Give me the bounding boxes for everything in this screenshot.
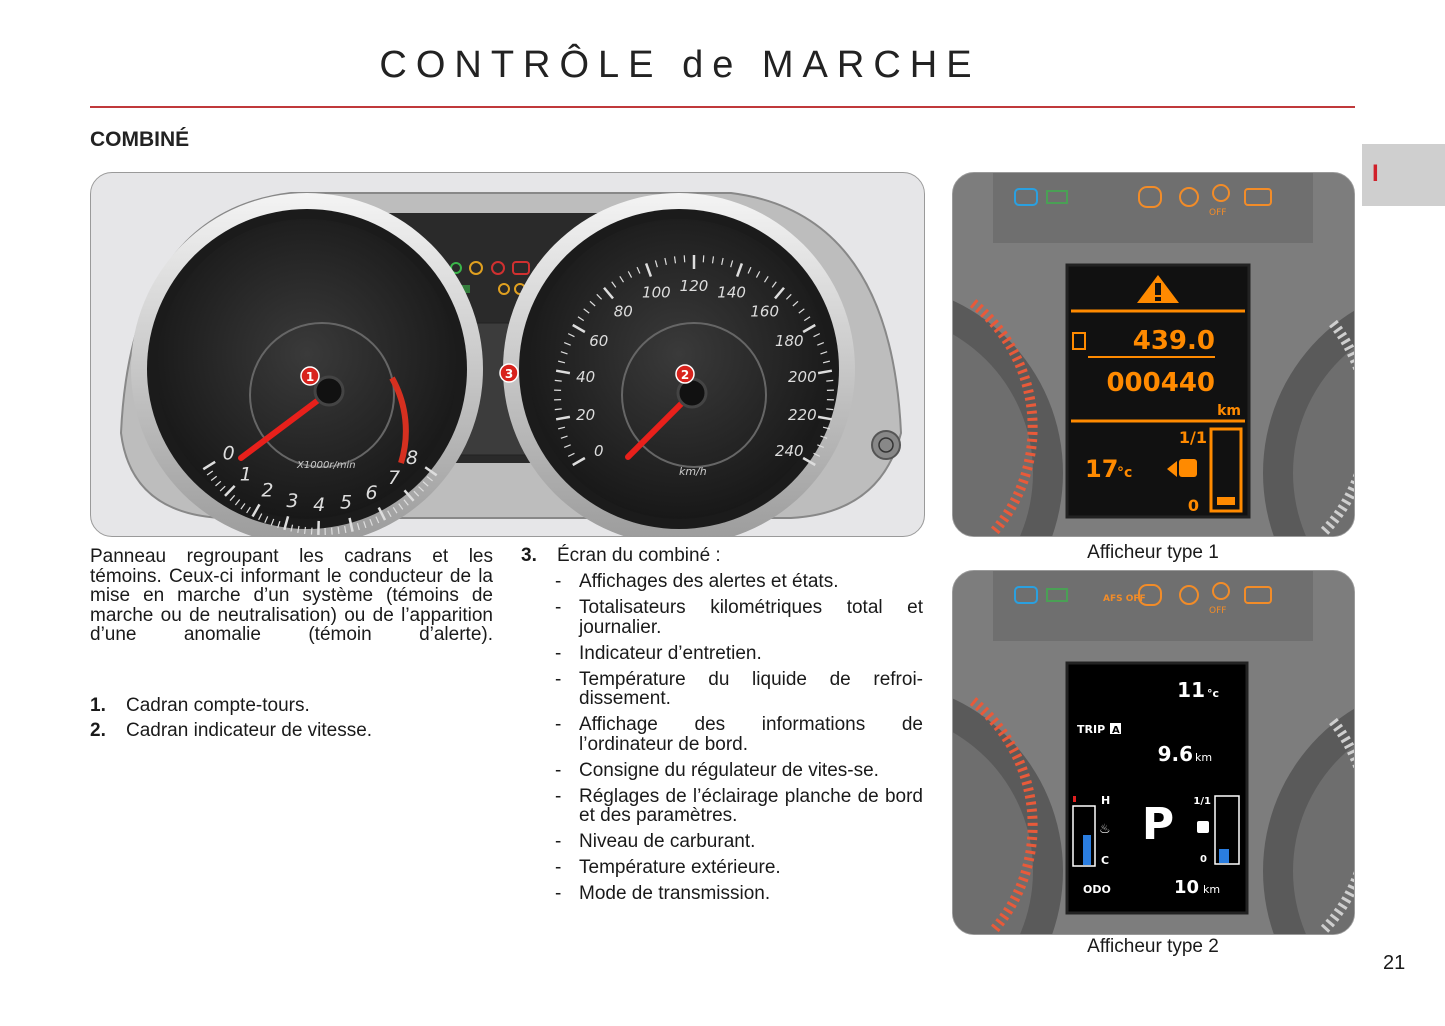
gauge-tick-label: 60 [589, 332, 609, 350]
fuel-door-icon [1179, 459, 1197, 477]
gauge-tick-label: 5 [339, 491, 353, 514]
item-3-heading: 3. Écran du combiné : [521, 545, 721, 566]
trip-letter: A [1112, 725, 1120, 736]
gauge-tick-label: 220 [788, 406, 817, 425]
odo-unit: km [1203, 883, 1221, 896]
display-type-2-photo [952, 570, 1355, 935]
coolant-hot-label: H [1101, 794, 1111, 807]
odometer-value: 000440 [1106, 368, 1215, 398]
svg-text:OFF: OFF [1209, 606, 1227, 616]
gauge-tick-label: 8 [406, 447, 419, 470]
item-3-subitems [555, 572, 923, 910]
svg-text:2: 2 [680, 368, 690, 382]
fuel-gauge-fill [1217, 497, 1235, 505]
gauge-tick [338, 527, 339, 534]
subitem: - Température du liquide de refroi-dissement. [555, 670, 923, 709]
gauge-tick-label: 0 [222, 442, 235, 465]
subitem: - Totalisateurs kilométriques total et journalier. [555, 598, 923, 637]
fuel-full-label: 1/1 [1178, 428, 1207, 447]
callout-3 [500, 364, 518, 382]
lcd-screen-2 [1067, 663, 1247, 913]
gauge-tick-label: 1 [239, 463, 252, 486]
gauge-tick-label: 200 [788, 367, 817, 386]
gauge-tick [826, 380, 833, 381]
subitem: - Affichages des alertes et états. [555, 572, 923, 592]
gauge-tick-label: 100 [642, 283, 671, 302]
chapter-tab [1362, 144, 1445, 206]
tachometer-unit: X1000r/min [297, 460, 356, 471]
trip-reset-knob [872, 431, 900, 459]
gauge-tick-label: 140 [717, 283, 746, 302]
subitem: - Mode de transmission. [555, 884, 923, 904]
outside-temp-unit: °c [1117, 465, 1133, 481]
outside-temp-unit: °c [1207, 687, 1220, 700]
cluster-illustration [90, 172, 925, 537]
gauge-tick-label: 180 [774, 332, 804, 350]
intro-paragraph: Panneau regroupant les cadrans et les témoins. Ceux-ci informant le conducteur de la mise en marche d’un système (témoins de marche ou de neutralisation) ou de l’apparition d’une anomalie (témoin d’alerte). [90, 546, 493, 645]
callout-1 [301, 367, 319, 385]
subitem: - Niveau de carburant. [555, 832, 923, 852]
gauge-tick-label: 4 [313, 493, 326, 516]
gauge-tick-label: 160 [750, 302, 780, 321]
gauge-tick-label: 20 [576, 406, 596, 425]
display-type-1-caption: Afficheur type 1 [1087, 542, 1219, 563]
page-number: 21 [1383, 952, 1406, 974]
display-type-2-caption: Afficheur type 2 [1087, 936, 1219, 957]
gauge-tick-label: 2 [261, 479, 274, 502]
svg-text:3: 3 [504, 367, 514, 381]
fuel-empty-label: 0 [1187, 496, 1199, 515]
title-rule [90, 106, 1355, 108]
subitem: - Consigne du régulateur de vites-se. [555, 761, 923, 781]
gear-indicator: P [1141, 799, 1175, 850]
display-type-1-photo [952, 172, 1355, 537]
subitem: - Réglages de l’éclairage planche de bord et des paramètres. [555, 787, 923, 826]
gauge-tick [555, 380, 562, 381]
outside-temp-value: 11 [1177, 678, 1205, 702]
list-item: 1. Cadran compte-tours. [90, 695, 310, 716]
coolant-icon: ♨ [1099, 822, 1111, 837]
outside-temp-value: 17 [1085, 455, 1119, 483]
fuel-pump-icon [1197, 821, 1209, 833]
fuel-full-label: 1/1 [1193, 796, 1211, 807]
section-heading: COMBINÉ [90, 128, 190, 151]
fuel-gauge-fill [1219, 849, 1229, 863]
trip-value: 9.6 [1157, 742, 1193, 766]
afs-off-label: AFS OFF [1103, 594, 1146, 604]
subitem: - Affichage des informations de l’ordinateur de bord. [555, 715, 923, 754]
svg-text:OFF: OFF [1209, 208, 1227, 218]
gauge-tick [311, 528, 312, 535]
gauge-tick-label: 240 [774, 442, 804, 460]
list-item: 2. Cadran indicateur de vitesse. [90, 719, 373, 741]
trip-unit: km [1195, 751, 1213, 764]
subitem: - Température extérieure. [555, 858, 923, 878]
gauge-tick [332, 528, 333, 535]
fuel-empty-label: 0 [1200, 854, 1207, 865]
gauge-tick [555, 409, 562, 410]
gauge-tick-label: 3 [286, 489, 299, 512]
callout-2 [676, 365, 694, 383]
odo-value: 10 [1173, 877, 1199, 898]
trip-value: 439.0 [1132, 326, 1215, 356]
coolant-gauge-fill [1083, 835, 1091, 865]
gauge-tick-label: 80 [613, 302, 633, 321]
svg-text:1: 1 [305, 370, 315, 384]
odo-label: ODO [1083, 883, 1111, 896]
subitem: - Indicateur d’entretien. [555, 644, 923, 664]
chapter-tab-label: I [1372, 160, 1379, 187]
distance-unit: km [1217, 403, 1241, 419]
gauge-tick-label: 7 [387, 467, 401, 490]
trip-label: TRIP [1077, 723, 1106, 736]
gauge-tick [826, 409, 833, 410]
gauge-tick-label: 120 [679, 277, 709, 295]
gauge-tick-label: 40 [576, 367, 596, 386]
page-title: CONTRÔLE de MARCHE [379, 44, 981, 86]
numbered-list [90, 696, 493, 740]
speedometer-unit: km/h [679, 465, 707, 478]
gauge-tick-label: 6 [365, 482, 378, 505]
coolant-cold-label: C [1101, 854, 1110, 867]
gauge-tick-label: 0 [593, 442, 604, 460]
